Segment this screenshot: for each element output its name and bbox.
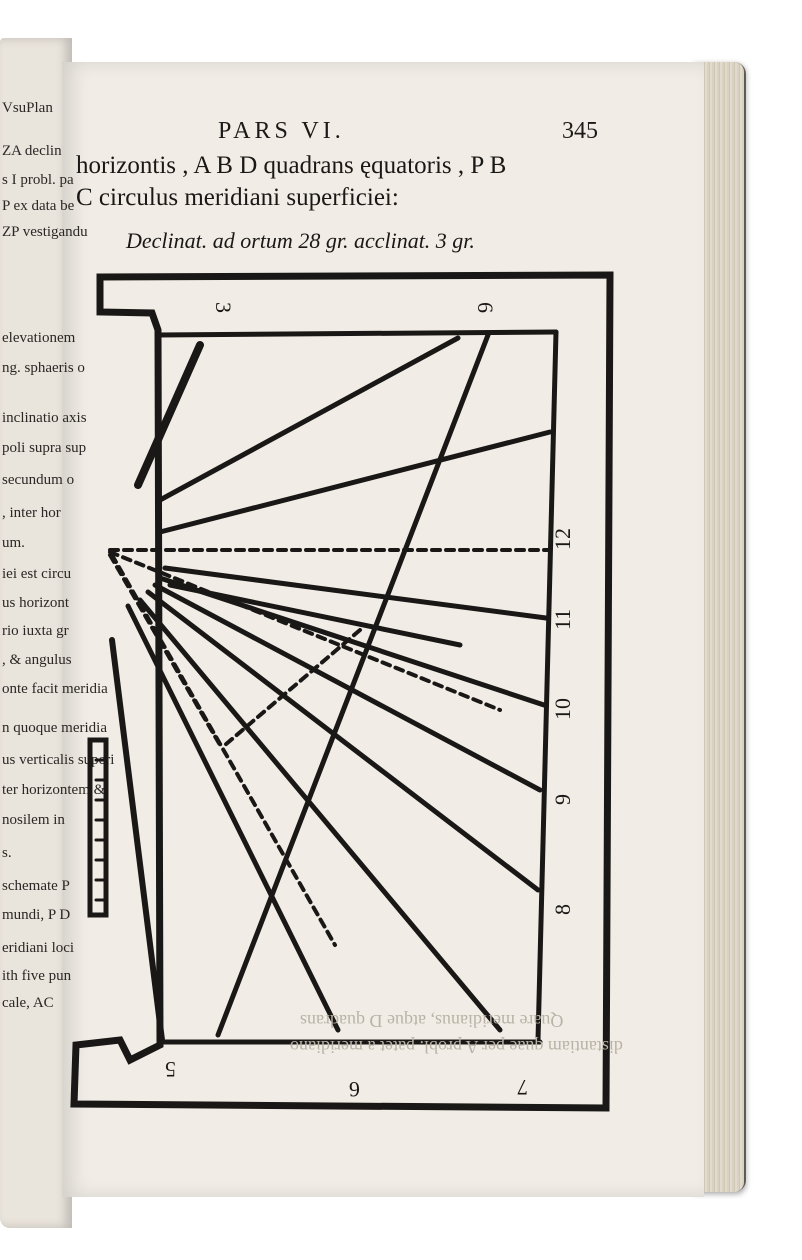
left-page-line: schemate P <box>2 878 70 894</box>
left-page-line: , & angulus <box>2 652 72 668</box>
left-page-line: us horizont <box>2 595 70 611</box>
left-page-line: ith five pun <box>2 968 72 984</box>
show-through-text-1: Quare meridianus, atque D quadrans <box>300 1011 564 1031</box>
hour-label-10: 10 <box>550 698 575 720</box>
left-gnomon-bar <box>112 640 162 1040</box>
frame-inner-right <box>538 332 556 1040</box>
left-page-line: ng. sphaeris o <box>2 360 85 376</box>
left-page-line: ter horizontem & <box>2 782 106 798</box>
left-page-line: , inter hor <box>2 505 61 521</box>
left-page-line: um. <box>2 535 25 551</box>
left-page-line: nosilem in <box>2 812 65 828</box>
hour-label-5: 5 <box>165 1057 176 1082</box>
page-number: 345 <box>562 118 598 144</box>
hour-label-11: 11 <box>550 608 575 630</box>
left-page-line: onte facit meridia <box>2 681 108 697</box>
hour-label-6-bottom: 6 <box>349 1077 360 1102</box>
hour-line <box>165 568 546 618</box>
dashed-line <box>110 555 220 745</box>
left-page-line: P ex data be <box>2 198 75 214</box>
body-line-1: horizontis , A B D quadrans ęquatoris , P B <box>76 152 507 179</box>
left-page-line: us verticalis superi <box>2 752 115 768</box>
left-page-line: rio iuxta gr <box>2 623 69 639</box>
left-page-line: mundi, P D <box>2 907 71 923</box>
left-page-line: s I probl. pa <box>2 172 74 188</box>
show-through-text-2: distantiam quae per A probl. patet a meridiano <box>290 1037 623 1057</box>
upper-left-bar <box>138 345 200 485</box>
hour-line <box>160 338 458 500</box>
left-page-line: s. <box>2 845 12 861</box>
left-scale <box>90 740 106 915</box>
left-page-line: inclinatio axis <box>2 410 87 426</box>
running-head: PARS VI. <box>218 118 345 144</box>
hour-label-3: 3 <box>211 302 236 313</box>
hour-label-8: 8 <box>550 904 575 915</box>
left-page-line: VsuPlan <box>2 100 53 116</box>
left-page-line: poli supra sup <box>2 440 87 456</box>
hour-line <box>218 335 488 1035</box>
left-page-line: iei est circu <box>2 566 72 582</box>
left-page-line: cale, AC <box>2 995 54 1011</box>
frame-inner-top <box>158 332 556 335</box>
left-page-line: ZP vestigandu <box>2 224 88 240</box>
hour-label-7: 7 <box>517 1075 528 1100</box>
left-page-line: ZA declin <box>2 143 62 159</box>
left-page-line: elevationem <box>2 330 76 346</box>
hour-label-6-top: 6 <box>473 302 498 313</box>
hour-line <box>140 600 500 1030</box>
left-page-line: n quoque meridia <box>2 720 107 736</box>
left-page-line: secundum o <box>2 472 75 488</box>
figure-caption: Declinat. ad ortum 28 gr. acclinat. 3 gr. <box>126 228 475 253</box>
hour-label-9: 9 <box>550 794 575 805</box>
body-line-2: C circulus meridiani superficiei: <box>76 184 399 211</box>
hour-label-12: 12 <box>550 528 575 550</box>
left-page-line: eridiani loci <box>2 940 75 956</box>
hour-line <box>160 432 550 532</box>
